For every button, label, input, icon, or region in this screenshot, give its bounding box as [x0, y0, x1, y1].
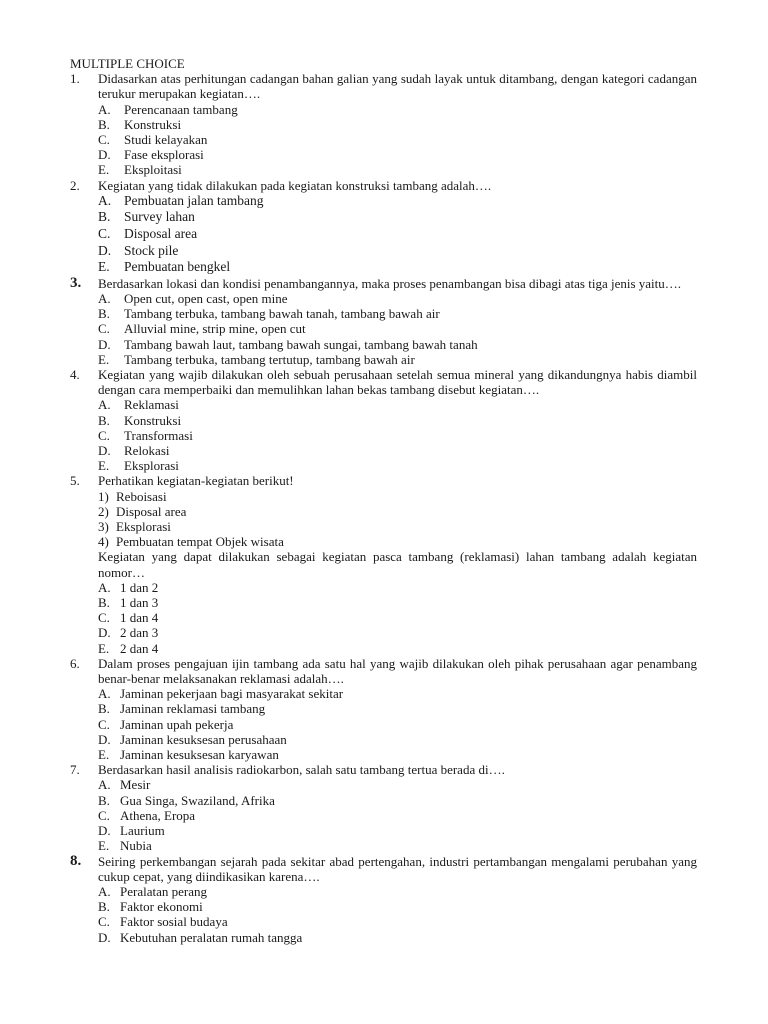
option-list: [98, 686, 697, 762]
question-number: 1.: [70, 71, 80, 87]
option-list: [98, 884, 697, 945]
option-d: D. Relokasi: [98, 443, 170, 459]
option-c: C. Faktor sosial budaya: [98, 914, 228, 930]
option-b: B. Faktor ekonomi: [98, 899, 203, 915]
list-item: 4) Pembuatan tempat Objek wisata: [98, 534, 284, 550]
question-8: [70, 854, 697, 945]
option-e: E. Pembuatan bengkel: [98, 259, 231, 275]
question-6: [70, 656, 697, 762]
option-a: A. Pembuatan jalan tambang: [98, 192, 264, 208]
option-list: [98, 777, 697, 853]
option-c: C. Transformasi: [98, 427, 193, 443]
option-e: E. Tambang terbuka, tambang tertutup, tambang bawah air: [98, 351, 415, 367]
question-text: Perhatikan kegiatan-kegiatan berikut!: [98, 473, 294, 489]
option-a: A. Peralatan perang: [98, 883, 207, 899]
option-c: C. 1 dan 4: [98, 610, 159, 626]
question-number: 7.: [70, 762, 80, 778]
option-e: E. Nubia: [98, 838, 152, 854]
question-number: 4.: [70, 367, 80, 382]
option-d: D. Tambang bawah laut, tambang bawah sungai, tambang bawah tanah: [98, 336, 478, 352]
question-2: [70, 178, 697, 276]
option-d: D. Fase eksplorasi: [98, 147, 204, 163]
question-1: [70, 71, 697, 177]
question-4: [70, 367, 697, 473]
question-text: Kegiatan yang tidak dilakukan pada kegiatan konstruksi tambang adalah….: [98, 177, 492, 193]
question-text: Dalam proses pengajuan ijin tambang ada satu hal yang wajib dilakukan oleh pihak perusahaan agar penambang benar-benar melaksanakan reklamasi adalah….: [98, 655, 697, 687]
question-number: 3.: [70, 274, 82, 291]
option-d: D. Kebutuhan peralatan rumah tangga: [98, 929, 303, 945]
option-a: A. Perencanaan tambang: [98, 101, 238, 117]
option-e: E. Eksplorasi: [98, 458, 179, 474]
option-e: E. Eksploitasi: [98, 162, 182, 178]
option-c: C. Jaminan upah pekerja: [98, 716, 234, 732]
option-d: D. 2 dan 3: [98, 625, 159, 641]
list-item: 1) Reboisasi: [98, 488, 167, 504]
option-b: B. Gua Singa, Swaziland, Afrika: [98, 792, 275, 808]
numbered-item-list: [98, 489, 697, 550]
question-text: Kegiatan yang wajib dilakukan oleh sebuah perusahaan setelah semua mineral yang dikandungnya habis diambil dengan cara memperbaiki dan memulihkan lahan bekas tambang disebut kegiatan….: [98, 367, 697, 398]
option-list: [98, 291, 697, 367]
question-number: 5.: [70, 473, 80, 489]
option-d: D. Jaminan kesuksesan perusahaan: [98, 731, 287, 747]
option-c: C. Alluvial mine, strip mine, open cut: [98, 321, 306, 337]
option-a: A. Open cut, open cast, open mine: [98, 290, 288, 306]
option-c: C. Athena, Eropa: [98, 807, 196, 823]
question-text: Berdasarkan hasil analisis radiokarbon, salah satu tambang tertua berada di….: [98, 762, 505, 778]
option-a: A. 1 dan 2: [98, 579, 159, 595]
question-number: 2.: [70, 177, 80, 193]
list-item: 3) Eksplorasi: [98, 519, 171, 535]
option-list: [98, 102, 697, 178]
option-b: B. 1 dan 3: [98, 595, 159, 611]
option-a: A. Jaminan pekerjaan bagi masyarakat sekitar: [98, 686, 344, 702]
list-item: 2) Disposal area: [98, 503, 187, 519]
question-number: 8.: [70, 852, 82, 869]
question-text: Berdasarkan lokasi dan kondisi penambangannya, maka proses penambangan bisa dibagi atas tiga jenis yaitu….: [98, 275, 682, 291]
option-a: A. Reklamasi: [98, 397, 179, 413]
option-c: C. Studi kelayakan: [98, 132, 208, 147]
option-b: B. Konstruksi: [98, 116, 182, 132]
section-heading: MULTIPLE CHOICE: [70, 56, 185, 71]
option-list: [98, 580, 697, 656]
question-text: Didasarkan atas perhitungan cadangan bahan galian yang sudah layak untuk ditambang, dengan kategori cadangan terukur merupakan kegiatan….: [98, 71, 697, 102]
option-c: C. Disposal area: [98, 226, 198, 241]
option-e: E. 2 dan 4: [98, 640, 159, 656]
option-d: D. Stock pile: [98, 242, 179, 258]
question-text: Seiring perkembangan sejarah pada sekitar abad pertengahan, industri pertambangan mengalami perubahan yang cukup cepat, yang diindikasikan karena….: [98, 853, 697, 884]
option-list: [98, 193, 697, 276]
question-number: 6.: [70, 655, 80, 671]
document-page: [70, 56, 697, 945]
question-7: [70, 762, 697, 853]
option-b: B. Jaminan reklamasi tambang: [98, 701, 266, 717]
option-list: [98, 397, 697, 473]
option-a: A. Mesir: [98, 777, 151, 793]
option-b: B. Tambang terbuka, tambang bawah tanah, tambang bawah air: [98, 306, 440, 322]
option-d: D. Laurium: [98, 823, 165, 839]
question-3: [70, 276, 697, 367]
question-5: [70, 473, 697, 655]
question-prompt: Kegiatan yang dapat dilakukan sebagai kegiatan pasca tambang (reklamasi) lahan tambang adalah kegiatan nomor…: [98, 549, 697, 580]
option-e: E. Jaminan kesuksesan karyawan: [98, 747, 279, 763]
option-b: B. Konstruksi: [98, 412, 182, 428]
option-b: B. Survey lahan: [98, 209, 195, 225]
